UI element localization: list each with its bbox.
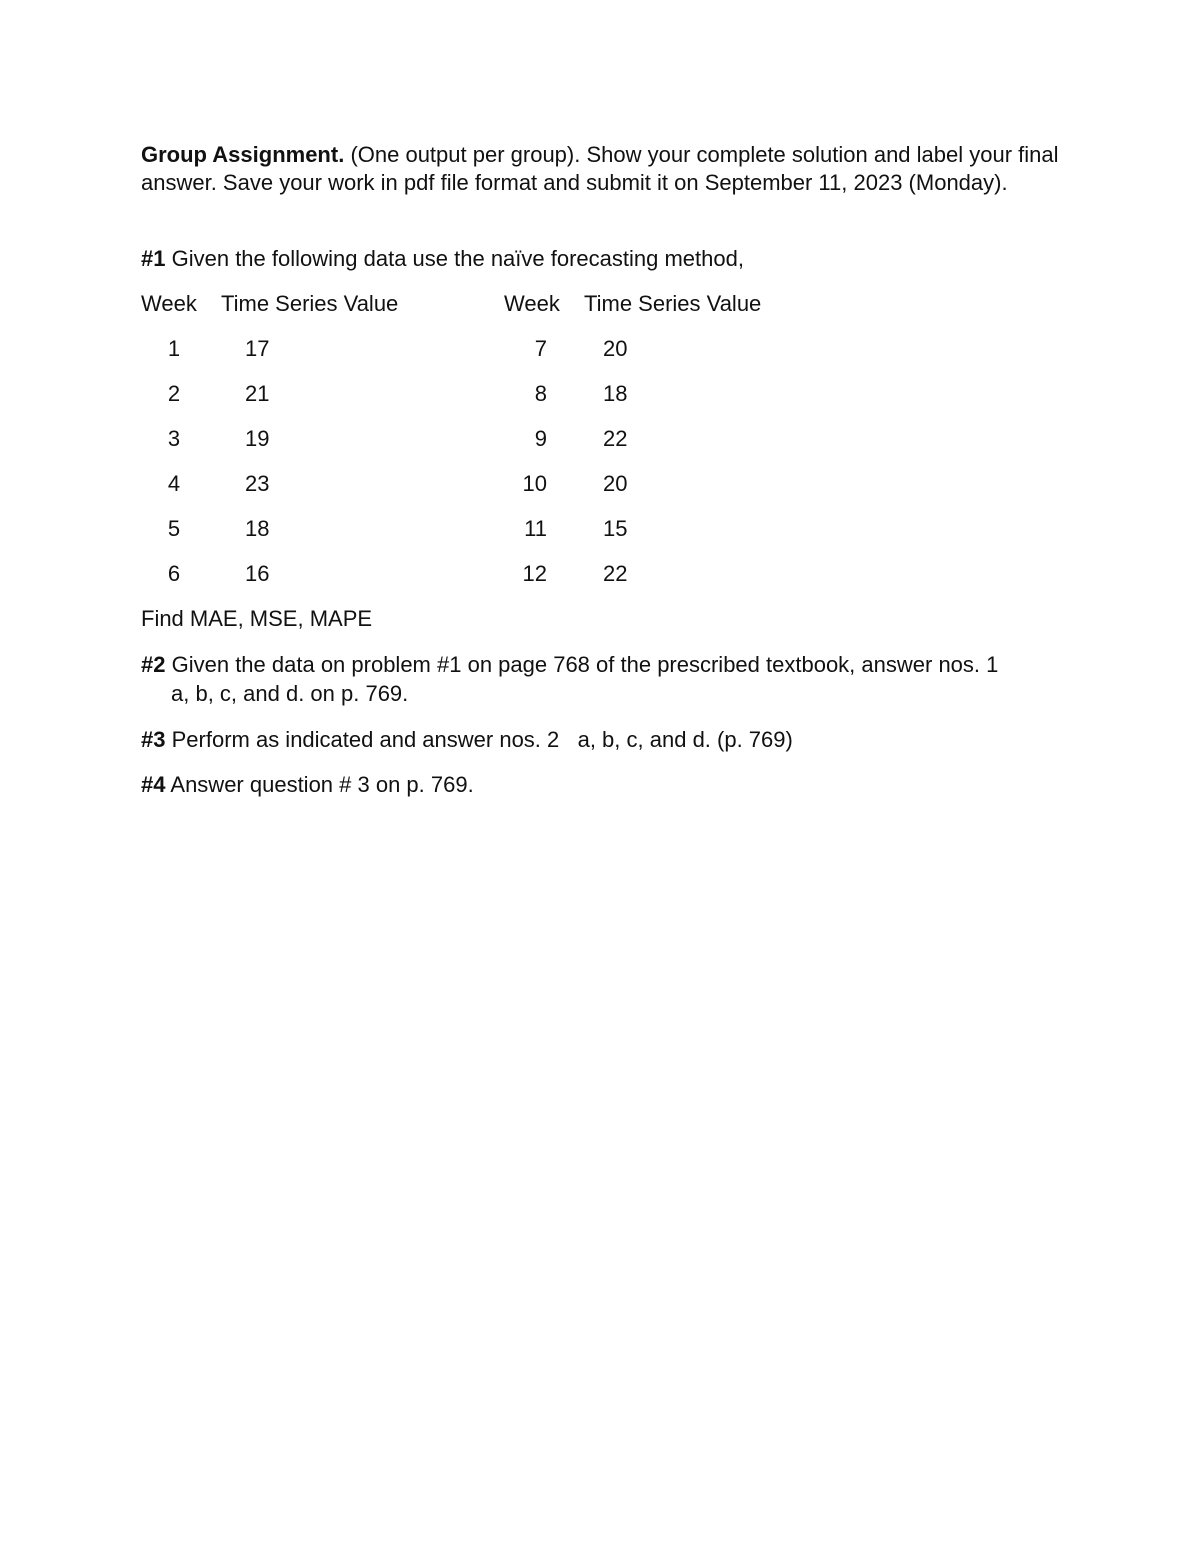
table-row [141, 515, 841, 560]
header-value-right: Time Series Value [584, 291, 762, 316]
value-left-cell: 18 [245, 516, 270, 541]
week-right-cell: 10 [522, 471, 547, 496]
value-left-cell: 21 [245, 381, 270, 406]
problem-2-line2: a, b, c, and d. on p. 769. [171, 681, 409, 706]
problem-1-text: Given the following data use the naïve forecasting method, [171, 246, 744, 271]
week-left-cell: 3 [167, 426, 181, 451]
problem-1-label: #1 [141, 246, 166, 271]
value-left-cell: 19 [245, 426, 270, 451]
problem-3-label: #3 [141, 727, 166, 752]
value-right-cell: 20 [603, 336, 628, 361]
value-left-cell: 17 [245, 336, 270, 361]
table-header-row [141, 290, 841, 335]
problem-4-statement [141, 770, 474, 799]
problem-2-statement [141, 650, 1071, 708]
week-left-cell: 4 [167, 471, 181, 496]
problem-4-text: Answer question # 3 on p. 769. [170, 772, 474, 797]
week-right-cell: 12 [522, 561, 547, 586]
week-left-cell: 5 [167, 516, 181, 541]
value-right-cell: 22 [603, 561, 628, 586]
value-left-cell: 23 [245, 471, 270, 496]
time-series-table [141, 290, 841, 605]
document-content [141, 141, 1071, 797]
table-row [141, 380, 841, 425]
table-row [141, 335, 841, 380]
problem-4-label: #4 [141, 772, 166, 797]
problem-3-statement [141, 725, 793, 754]
header-value-left: Time Series Value [221, 291, 399, 316]
table-row [141, 470, 841, 515]
week-right-cell: 11 [524, 516, 547, 541]
problem-1-statement [141, 245, 744, 273]
intro-text: (One output per group). Show your complete solution and label your final answer. Save your work in pdf file format and submit it on September 11, 2023 (Monday). [141, 142, 1059, 195]
problem-3-text: Perform as indicated and answer nos. 2 a, b, c, and d. (p. 769) [171, 727, 793, 752]
week-left-cell: 1 [167, 336, 181, 361]
problem-2-line1: Given the data on problem #1 on page 768 of the prescribed textbook, answer nos. 1 [171, 652, 999, 677]
week-left-cell: 6 [167, 561, 181, 586]
intro-paragraph [141, 141, 1071, 197]
header-week-right: Week [504, 291, 560, 316]
week-left-cell: 2 [167, 381, 181, 406]
problem-2-label: #2 [141, 652, 166, 677]
week-right-cell: 9 [534, 426, 547, 451]
value-right-cell: 22 [603, 426, 628, 451]
table-row [141, 425, 841, 470]
value-right-cell: 15 [603, 516, 628, 541]
problem-1-find: Find MAE, MSE, MAPE [141, 606, 373, 631]
header-week-left: Week [141, 291, 197, 316]
value-left-cell: 16 [245, 561, 270, 586]
value-right-cell: 20 [603, 471, 628, 496]
week-right-cell: 7 [534, 336, 547, 361]
intro-bold-label: Group Assignment. [141, 142, 345, 167]
value-right-cell: 18 [603, 381, 628, 406]
week-right-cell: 8 [534, 381, 547, 406]
table-row [141, 560, 841, 605]
